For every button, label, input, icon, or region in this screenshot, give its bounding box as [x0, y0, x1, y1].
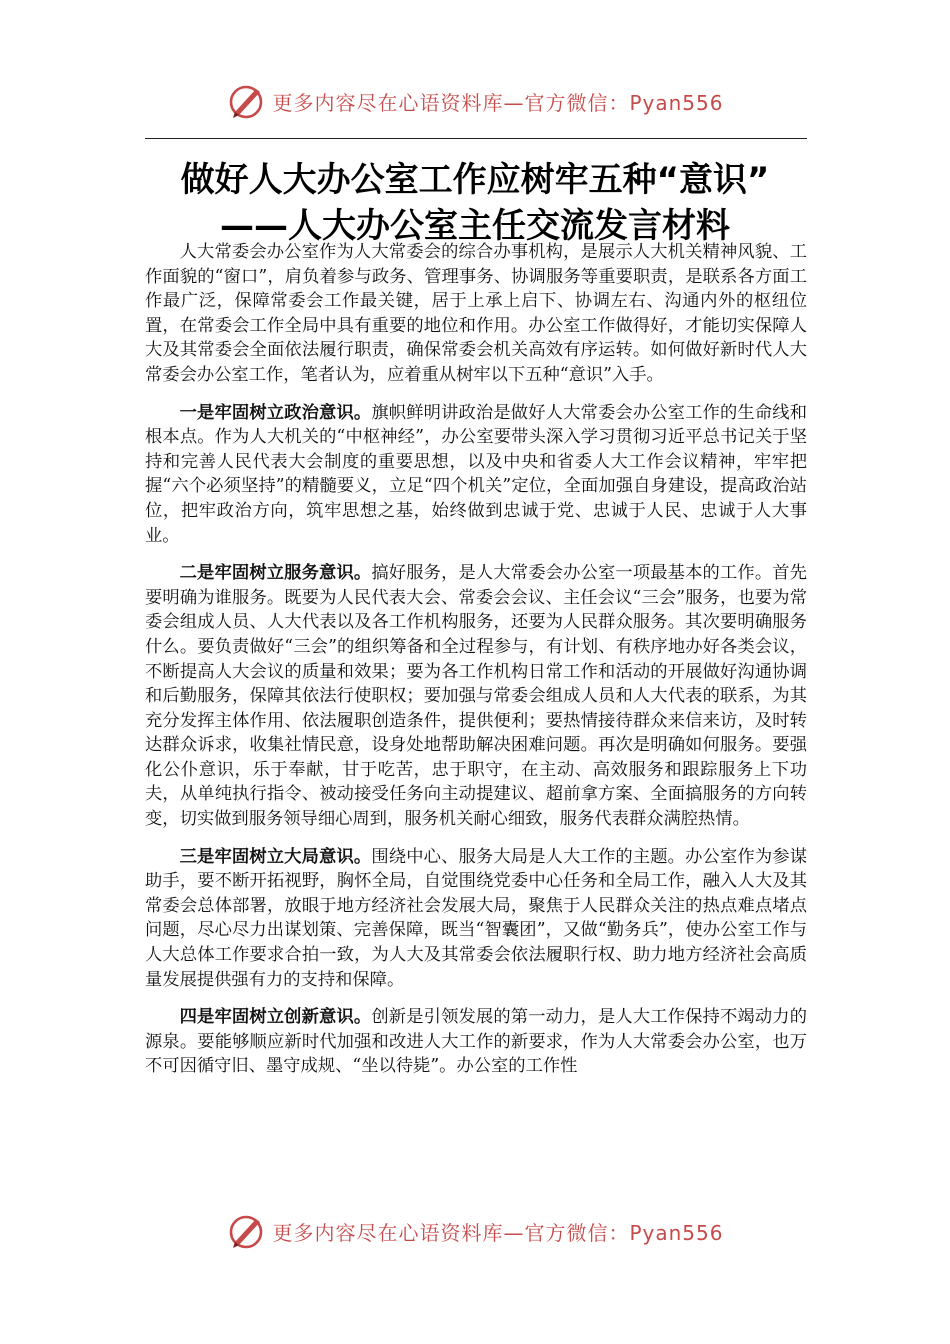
- section-text-3: 围绕中心、服务大局是人大工作的主题。办公室作为参谋助手，要不断开拓视野，胸怀全局，自觉围绕党委中心任务和全局工作，融入人大及其常委会总体部署，放眼于地方经济社会发展大局，聚焦于人民群众关注的热点难点堵点问题，尽心尽力出谋划策、完善保障，既当“智囊团”，又做“勤务兵”，使办公室工作与人大总体工作要求合拍一致，为人大及其常委会依法履职行权、助力地方经济社会高质量发展提供强有力的支持和保障。: [145, 846, 807, 990]
- section-heading-2: 二是牢固树立服务意识。: [179, 563, 372, 584]
- pen-in-circle-logo-icon: [226, 1211, 266, 1251]
- document-body: [145, 240, 807, 1092]
- section-text-2: 搞好服务，是人大常委会办公室一项最基本的工作。首先要明确为谁服务。既要为人民代表大会、常委会会议、主任会议“三会”服务，也要为常委会组成人员、人大代表以及各工作机构服务，还要为人民群众服务。其次要明确服务什么。要负责做好“三会”的组织筹备和全过程参与，有计划、有秩序地办好各类会议，不断提高人大会议的质量和效果；要为各工作机构日常工作和活动的开展做好沟通协调和后勤服务，保障其依法行使职权；要加强与常委会组成人员和人大代表的联系，为其充分发挥主体作用、依法履职创造条件，提供便利；要热情接待群众来信来访，及时转达群众诉求，收集社情民意，设身处地帮助解决困难问题。再次是明确如何服务。要强化公仆意识，乐于奉献，甘于吃苦，忠于职守，在主动、高效服务和跟踪服务上下功夫，从单纯执行指令、被动接受任务向主动提建议、超前拿方案、全面搞服务的方向转变，切实做到服务领导细心周到，服务机关耐心细致，服务代表群众满腔热情。: [145, 563, 807, 830]
- section-heading-3: 三是牢固树立大局意识。: [179, 846, 372, 867]
- section-text-4: 创新是引领发展的第一动力，是人大工作保持不竭动力的源泉。要能够顺应新时代加强和改进人大工作的新要求，作为人大常委会办公室，也万不可因循守旧、墨守成规、“坐以待毙”。办公室的工作性: [145, 1007, 807, 1077]
- section-text-1: 旗帜鲜明讲政治是做好人大常委会办公室工作的生命线和根本点。作为人大机关的“中枢神经”，办公室要带头深入学习贯彻习近平总书记关于坚持和完善人民代表大会制度的重要思想，以及中央和省委人大工作会议精神，牢牢把握“六个必须坚持”的精髓要义，立足“四个机关”定位，全面加强自身建设，提高政治站位，把牢政治方向，筑牢思想之基，始终做到忠诚于党、忠诚于人民、忠诚于人大事业。: [145, 402, 807, 546]
- watermark-text: 更多内容尽在心语资料库—官方微信：Pyan556: [272, 90, 724, 115]
- section-paragraph-2: [145, 561, 807, 832]
- section-paragraph-3: [145, 845, 807, 993]
- section-heading-4: 四是牢固树立创新意识。: [179, 1007, 372, 1028]
- section-paragraph-4: [145, 1005, 807, 1079]
- pen-in-circle-logo-icon: [226, 81, 266, 121]
- section-paragraph-1: [145, 401, 807, 549]
- watermark-banner-bottom: [0, 1208, 950, 1254]
- watermark-text: 更多内容尽在心语资料库—官方微信：Pyan556: [272, 1220, 724, 1245]
- document-title: 做好人大办公室工作应树牢五种“意识”: [180, 160, 770, 200]
- intro-paragraph: 人大常委会办公室作为人大常委会的综合办事机构，是展示人大机关精神风貌、工作面貌的“窗口”，肩负着参与政务、管理事务、协调服务等重要职责，是联系各方面工作最广泛，保障常委会工作最关键，居于上承上启下、协调左右、沟通内外的枢纽位置，在常委会工作全局中具有重要的地位和作用。办公室工作做得好，才能切实保障人大及其常委会全面依法履行职责，确保常委会机关高效有序运转。如何做好新时代人大常委会办公室工作，笔者认为，应着重从树牢以下五种“意识”入手。: [145, 242, 807, 385]
- document-subtitle: ——人大办公室主任交流发言材料: [220, 206, 730, 246]
- header-divider: [145, 138, 807, 139]
- section-heading-1: 一是牢固树立政治意识。: [179, 402, 372, 423]
- watermark-banner-top: [0, 78, 950, 124]
